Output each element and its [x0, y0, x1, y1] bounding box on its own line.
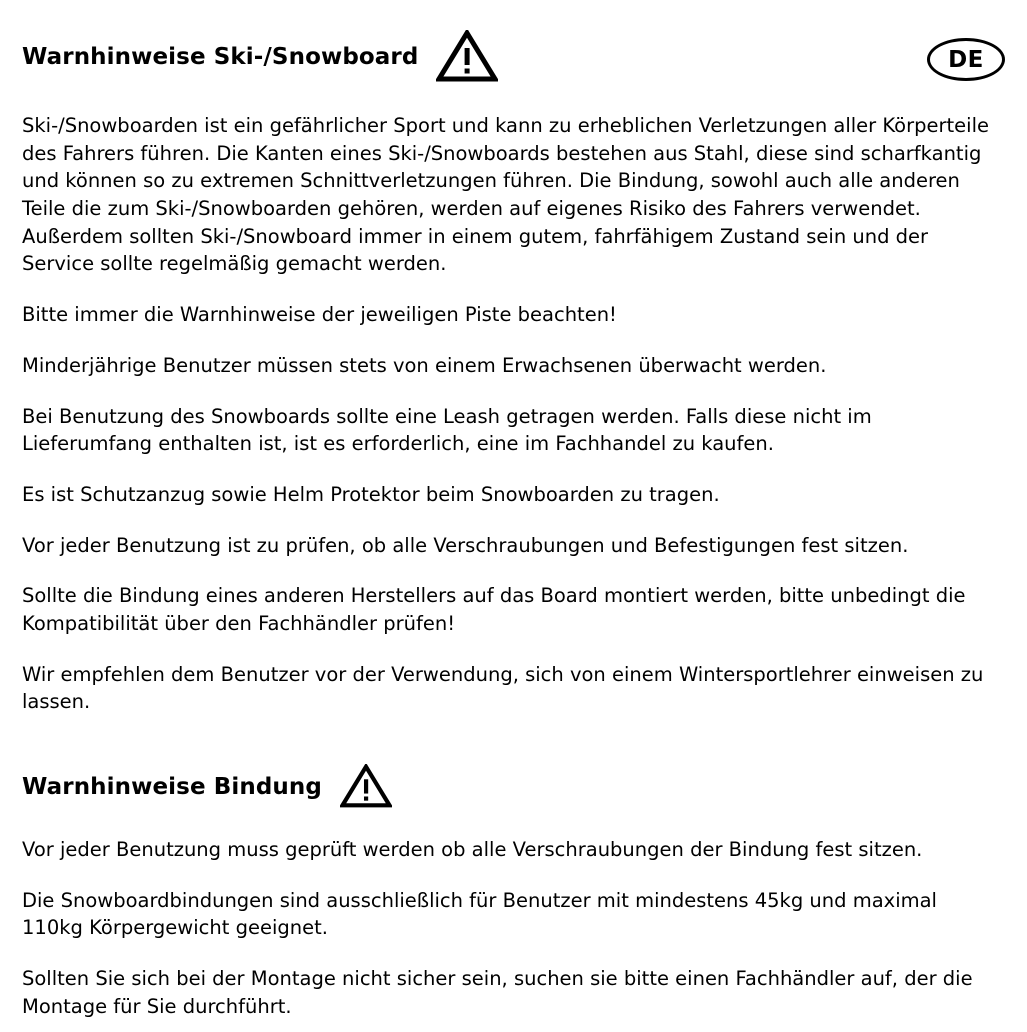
country-code-badge: DE: [927, 38, 1005, 81]
section-header-ski-snowboard: [22, 30, 1002, 86]
paragraph: Vor jeder Benutzung ist zu prüfen, ob alle Verschraubungen und Befestigungen fest sitzen.: [22, 533, 909, 557]
paragraph: Bei Benutzung des Snowboards sollte eine Leash getragen werden. Falls diese nicht im Lieferumfang enthalten ist, ist es erforderlich, eine im Fachhandel zu kaufen.: [22, 404, 872, 456]
paragraph: Wir empfehlen dem Benutzer vor der Verwendung, sich von einem Wintersportlehrer einweisen zu lassen.: [22, 662, 984, 714]
paragraph: Die Snowboardbindungen sind ausschließlich für Benutzer mit mindestens 45kg und maximal 110kg Körpergewicht geeignet.: [22, 888, 937, 940]
section-title: Warnhinweise Bindung: [22, 774, 322, 801]
warning-triangle-icon: [340, 764, 392, 812]
paragraph: Vor jeder Benutzung muss geprüft werden ob alle Verschraubungen der Bindung fest sitzen.: [22, 838, 923, 861]
paragraph: Es ist Schutzanzug sowie Helm Protektor beim Snowboarden zu tragen.: [22, 482, 720, 506]
paragraph: Ski-/Snowboarden ist ein gefährlicher Sport und kann zu erheblichen Verletzungen aller Körperteile des Fahrers führen. Die Kanten eines Ski-/Snowboards bestehen aus Stahl, diese sind scharfkantig und können so zu extremen Schnittverletzungen führen. Die Bindung, sowohl auch alle anderen Teile die zum Ski-/Snowboarden gehören, werden auf eigenes Risiko des Fahrers verwendet. Außerdem sollten Ski-/Snowboard immer in einem gutem, fahrfähigem Zustand sein und der Service sollte regelmäßig gemacht werden.: [22, 114, 990, 276]
section-body-ski-snowboard: [22, 112, 1002, 716]
section-header-bindung: [22, 764, 1002, 812]
section-title: Warnhinweise Ski-/Snowboard: [22, 44, 419, 71]
paragraph: Sollte die Bindung eines anderen Herstellers auf das Board montiert werden, bitte unbedingt die Kompatibilität über den Fachhändler prüfen!: [22, 584, 966, 635]
paragraph: Bitte immer die Warnhinweise der jeweiligen Piste beachten!: [22, 303, 617, 327]
paragraph: Sollten Sie sich bei der Montage nicht sicher sein, suchen sie bitte einen Fachhändler auf, der die Montage für Sie durchführt.: [22, 967, 973, 1018]
warning-triangle-icon: [436, 30, 498, 86]
document-content: [22, 30, 1002, 1032]
paragraph: Minderjährige Benutzer müssen stets von einem Erwachsenen überwacht werden.: [22, 353, 827, 377]
section-body-bindung: [22, 836, 1002, 1020]
